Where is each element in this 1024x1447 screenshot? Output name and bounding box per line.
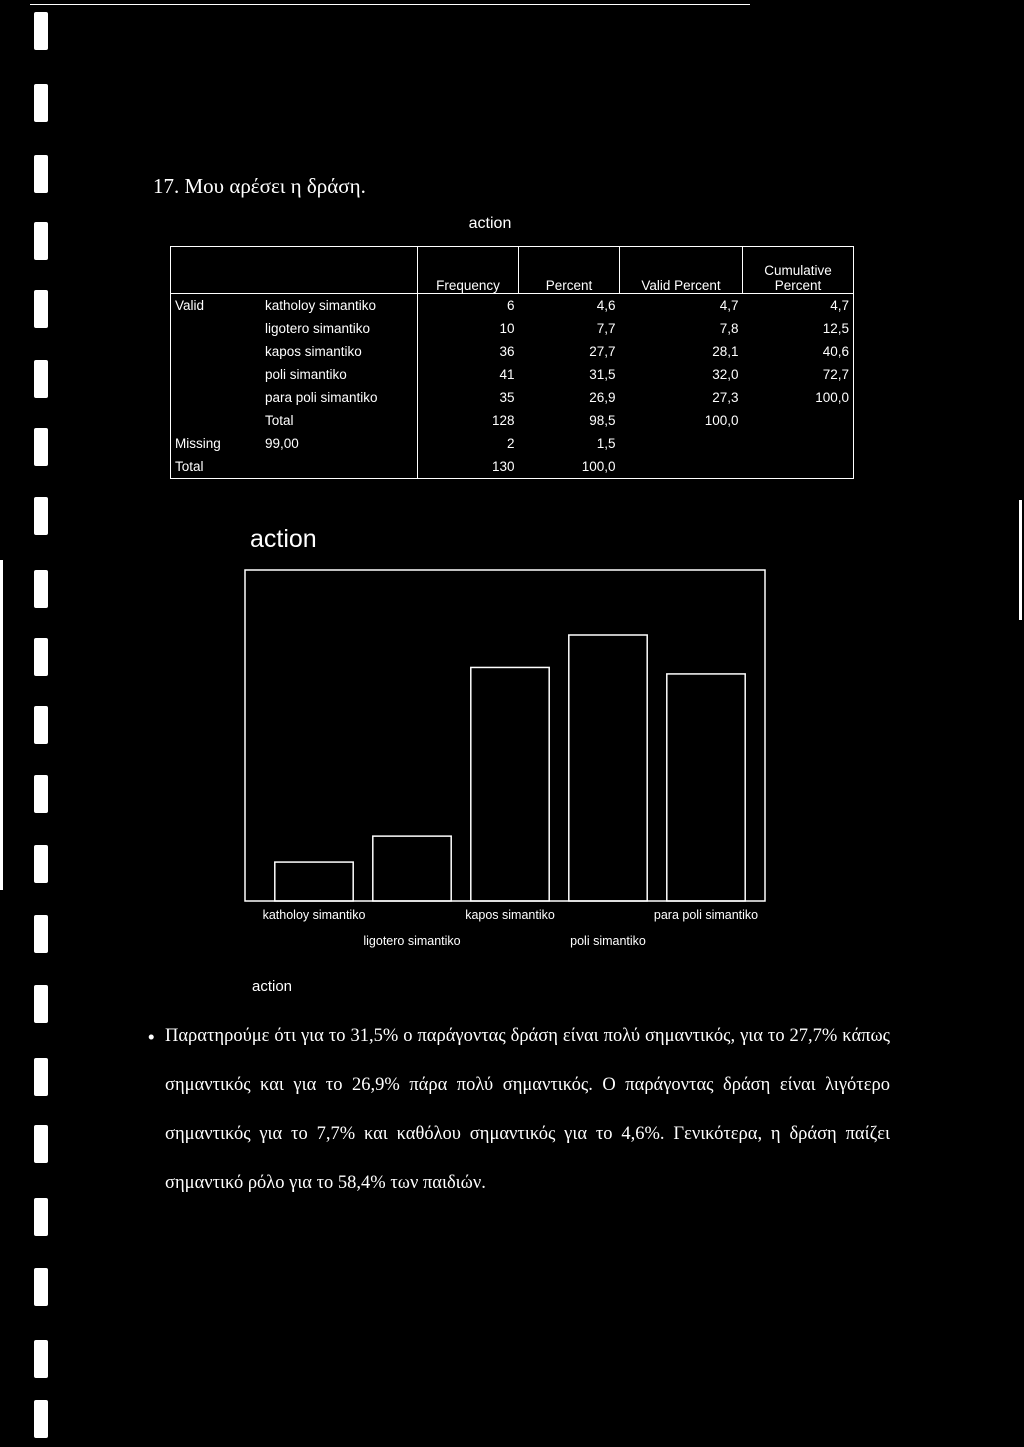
cell-frequency: 36: [418, 340, 519, 363]
cell-cumulative: 4,7: [743, 294, 854, 318]
header-valid-percent: Valid Percent: [620, 247, 743, 294]
row-group: [171, 386, 262, 409]
cell-cumulative: 72,7: [743, 363, 854, 386]
binding-mark: [34, 290, 48, 328]
cell-percent: 98,5: [589, 413, 616, 428]
cell-percent: 26,9: [589, 390, 616, 405]
table-row: [171, 363, 854, 386]
chart-frame: [245, 570, 765, 901]
header-percent: Percent: [519, 247, 620, 294]
row-label: katholoy simantiko: [265, 298, 377, 313]
cell-cumulative: [743, 409, 854, 432]
row-group: Missing: [171, 432, 262, 455]
row-group: [171, 363, 262, 386]
cell-cumulative: [743, 432, 854, 455]
cell-frequency: 130: [418, 455, 519, 479]
cell-cumulative: 40,6: [743, 340, 854, 363]
left-edge-rule: [0, 560, 3, 890]
right-edge-mark: [1019, 500, 1022, 620]
header-cumulative-percent: Cumulative Percent: [743, 247, 854, 294]
cell-percent: 7,7: [596, 321, 616, 336]
top-rule: [30, 4, 750, 5]
cell-valid-percent: 4,7: [719, 298, 739, 313]
cell-valid-percent: 7,8: [719, 321, 739, 336]
binding-mark: [34, 84, 48, 122]
cell-frequency: 41: [418, 363, 519, 386]
binding-mark: [34, 985, 48, 1023]
cell-valid-percent: 32,0: [712, 367, 739, 382]
binding-mark: [34, 1058, 48, 1096]
row-group: [171, 317, 262, 340]
binding-mark: [34, 1400, 48, 1438]
binding-mark: [34, 497, 48, 535]
x-tick-label: katholoy simantiko: [262, 908, 366, 922]
table-row: [171, 386, 854, 409]
row-label: para poli simantiko: [265, 390, 378, 405]
cell-valid-percent: [620, 432, 743, 455]
table-row: [171, 432, 854, 455]
table-header-row: [171, 247, 854, 294]
x-tick-label: poli simantiko: [570, 934, 646, 948]
row-label: Total: [265, 413, 294, 428]
row-label: [261, 455, 418, 479]
cell-percent: 100,0: [519, 455, 620, 479]
binding-mark: [34, 1268, 48, 1306]
binding-mark: [34, 1198, 48, 1236]
binding-mark: [34, 155, 48, 193]
cell-valid-percent: [620, 455, 743, 479]
table-row: [171, 317, 854, 340]
header-frequency: Frequency: [418, 247, 519, 294]
cell-cumulative: 12,5: [743, 317, 854, 340]
table-row: [171, 294, 854, 318]
binding-mark: [34, 570, 48, 608]
x-axis-title: action: [252, 978, 293, 995]
cell-percent: 4,6: [596, 298, 616, 313]
x-tick-label: kapos simantiko: [465, 908, 555, 922]
table-row: [171, 409, 854, 432]
bar-5: [667, 674, 745, 901]
binding-mark: [34, 360, 48, 398]
table-caption: action: [468, 215, 512, 232]
row-group: [171, 340, 262, 363]
binding-mark: [34, 1125, 48, 1163]
binding-mark: [34, 638, 48, 676]
binding-mark: [34, 915, 48, 953]
cell-valid-percent: 27,3: [712, 390, 739, 405]
header-blank: [261, 247, 418, 294]
row-label: kapos simantiko: [265, 344, 362, 359]
cell-frequency: 10: [418, 317, 519, 340]
cell-percent: 1,5: [596, 436, 616, 451]
binding-mark: [34, 12, 48, 50]
binding-mark: [34, 706, 48, 744]
bar-2: [373, 836, 451, 901]
table-row: [171, 455, 854, 479]
binding-mark: [34, 222, 48, 260]
cell-frequency: 128: [418, 409, 519, 432]
bar-chart: [240, 565, 770, 910]
binding-mark: [34, 775, 48, 813]
table-row: [171, 340, 854, 363]
row-group: [171, 409, 262, 432]
row-label: 99,00: [265, 436, 299, 451]
row-group: Total: [171, 455, 262, 479]
frequency-table: [170, 246, 854, 479]
x-tick-label: ligotero simantiko: [363, 934, 461, 948]
row-label: ligotero simantiko: [265, 321, 371, 336]
cell-valid-percent: 28,1: [712, 344, 739, 359]
cell-frequency: 35: [418, 386, 519, 409]
bar-3: [471, 667, 549, 901]
section-heading: 17. Μου αρέσει η δράση.: [153, 174, 366, 198]
chart-title: action: [250, 525, 317, 553]
binding-mark: [34, 428, 48, 466]
cell-percent: 27,7: [589, 344, 616, 359]
binding-mark: [34, 845, 48, 883]
bar-4: [569, 635, 647, 901]
table-body: [171, 294, 854, 479]
cell-frequency: 6: [418, 294, 519, 318]
cell-percent: 31,5: [589, 367, 616, 382]
bullet-mark: •: [148, 1026, 155, 1047]
cell-cumulative: 100,0: [743, 386, 854, 409]
cell-cumulative: [743, 455, 854, 479]
cell-frequency: 2: [418, 432, 519, 455]
header-blank: [171, 247, 262, 294]
summary-paragraph: Παρατηρούμε ότι για το 31,5% ο παράγοντας δράση είναι πολύ σημαντικός, για το 27,7% κάπως σημαντικός και για το 26,9% πάρα πολύ σημαντικός. Ο παράγοντας δράση είναι λιγότερο σημαντικός για το 7,7% και καθόλου σημαντικός για το 4,6%. Γενικότερα, η δράση παίζει σημαντικό ρόλο για το 58,4% των παιδιών.: [165, 1026, 890, 1193]
row-group: Valid: [171, 294, 262, 318]
binding-mark: [34, 1340, 48, 1378]
x-tick-label: para poli simantiko: [653, 908, 759, 922]
row-label: poli simantiko: [265, 367, 347, 382]
cell-valid-percent: 100,0: [704, 413, 739, 428]
bar-1: [275, 862, 353, 901]
